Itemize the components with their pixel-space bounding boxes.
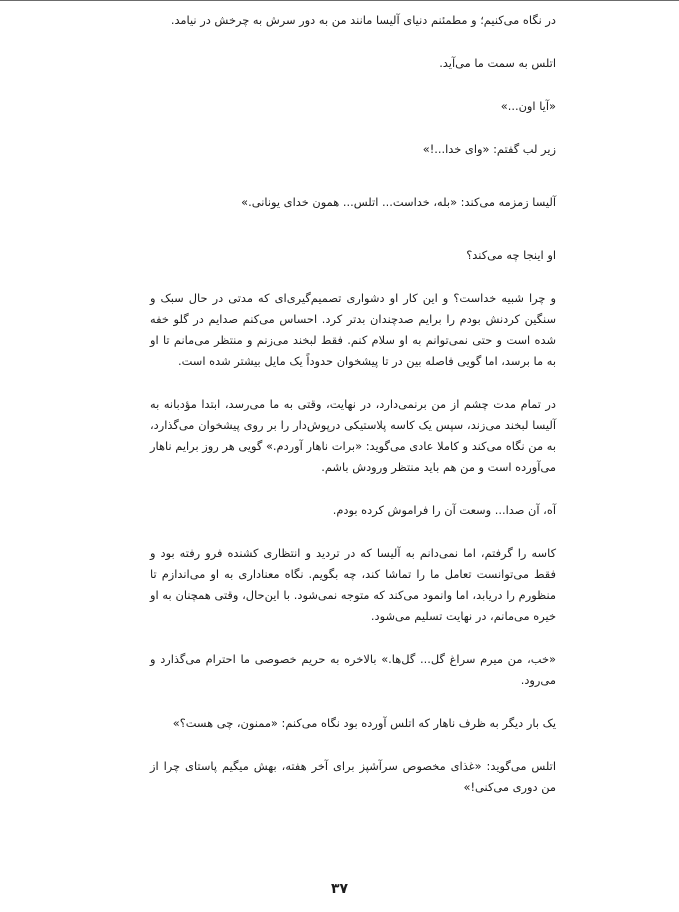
paragraph-4: زیر لب گفتم: «وای خدا...!» [422, 142, 556, 156]
paragraph-8: در تمام مدت چشم از من برنمی‌دارد، در نهایت، وقتی به ما می‌رسد، ابتدا مؤدبانه به آلیسا لبخند می‌زند، سپس یک کاسه پلاستیکی درپوش‌دار را بر روی پیشخوان می‌گذارد، به من نگاه می‌کند و کاملا عادی می‌گوید: «برات ناهار آوردم.» گویی هر روز برایم ناهار می‌آورده است و من هم باید منتظر ورودش باشم. [150, 397, 556, 474]
paragraph-7: و چرا شبیه خداست؟ و این کار او دشواری تصمیم‌گیری‌ای که مدتی در حال سبک و سنگین کردنش بودم را برایم صدچندان بدتر کرد. احساس می‌کنم صدایم در گلو خفه شده است و حتی نمی‌توانم به او سلام کنم. فقط لبخند می‌زنم و منتظر می‌مانم تا او به ما برسد، اما گویی فاصله بین در تا پیشخوان حدوداً یک مایل بیشتر شده است. [150, 291, 556, 368]
paragraph-10: کاسه را گرفتم، اما نمی‌دانم به آلیسا که در تردید و انتظاری کشنده فرو رفته بود و فقط می‌توانست تعامل ما را تماشا کند، چه بگویم. نگاه معناداری به او می‌اندازم تا منظورم را دریابد، اما وانمود می‌کند که متوجه نمی‌شود. با این‌حال، وقتی همچنان به او خیره می‌مانم، در نهایت تسلیم می‌شود. [150, 546, 556, 623]
paragraph-9: آه، آن صدا... وسعت آن را فراموش کرده بودم. [332, 503, 556, 517]
paragraph-13: اتلس می‌گوید: «غذای مخصوص سرآشپز برای آخر هفته، بهش میگیم پاستای چرا از من دوری می‌کنی!» [150, 759, 556, 794]
paragraph-11: «خب، من میرم سراغ گل... گل‌ها.» بالاخره به حریم خصوصی ما احترام می‌گذارد و می‌رود. [150, 652, 556, 687]
paragraph-6: او اینجا چه می‌کند؟ [466, 248, 556, 262]
paragraph-5: آلیسا زمزمه می‌کند: «بله، خداست... اتلس... همون خدای یونانی.» [241, 195, 556, 209]
paragraph-2: اتلس به سمت ما می‌آید. [439, 56, 556, 70]
top-border-line [0, 0, 679, 1]
page-number: ۳۷ [330, 881, 349, 897]
page-body [150, 10, 556, 798]
paragraph-1: در نگاه می‌کنیم؛ و مطمئنم دنیای آلیسا مانند من به دور سرش به چرخش در نیامد. [170, 13, 556, 27]
paragraph-3: «آیا اون...» [500, 99, 556, 113]
paragraph-12: یک بار دیگر به ظرف ناهار که اتلس آورده بود نگاه می‌کنم: «ممنون، چی هست؟» [172, 716, 556, 730]
